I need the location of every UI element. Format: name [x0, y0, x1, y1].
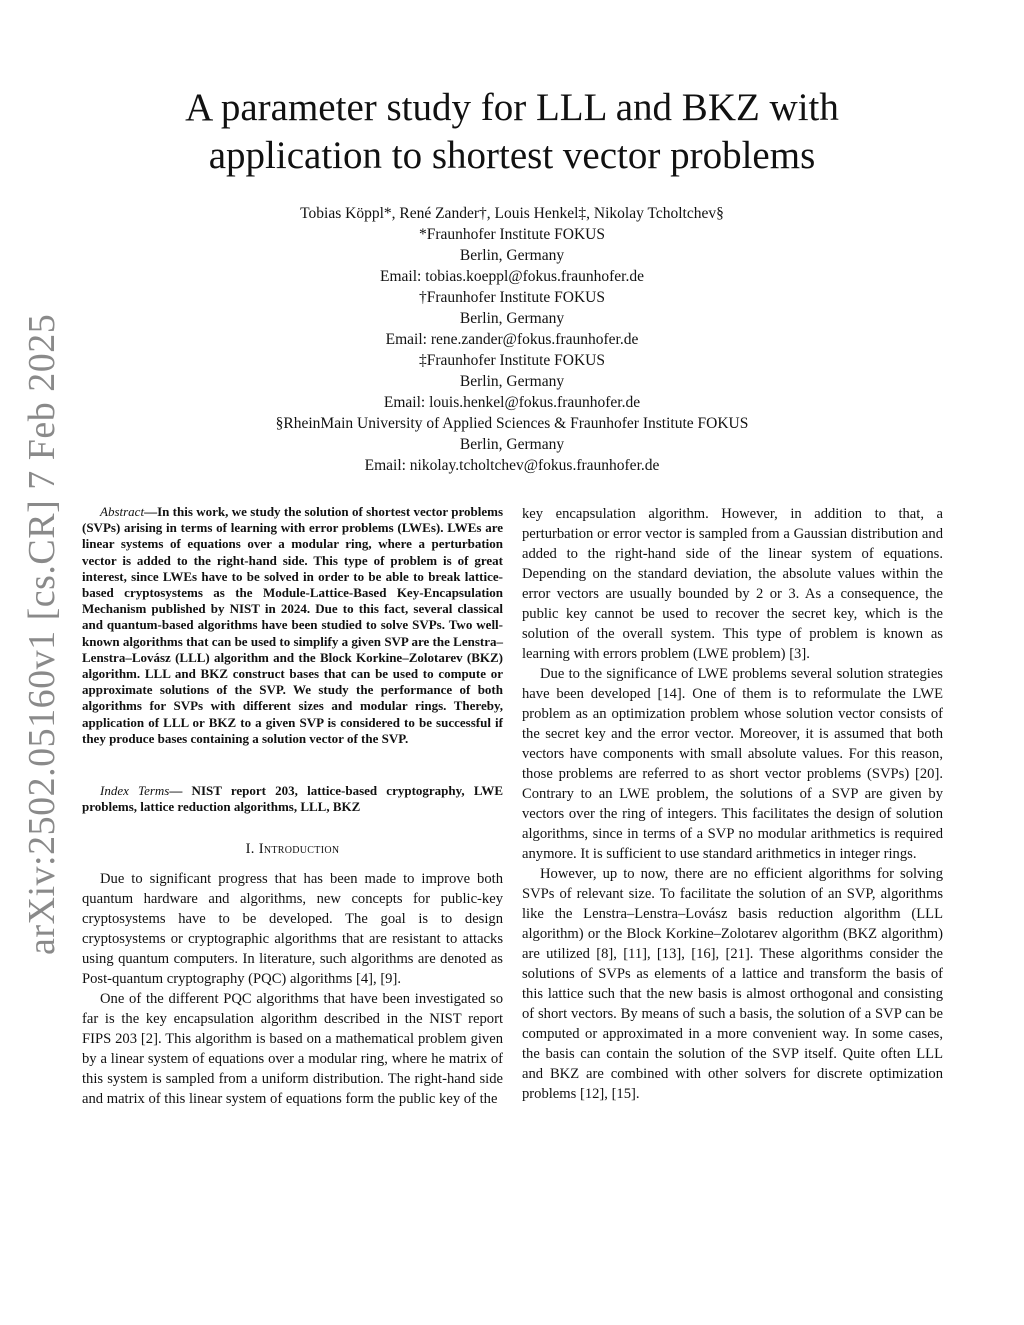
- title-line-1: A parameter study for LLL and BKZ with: [185, 86, 839, 129]
- section-title: Introduction: [258, 841, 340, 858]
- author-email: Email: nikolay.tcholtchev@fokus.fraunhofer.de: [364, 457, 660, 474]
- body-paragraph: Due to the significance of LWE problems several solution strategies have been developed [14]. One of them is to reformulate the LWE problem as an optimization problem whose solution vector consists of the secret key and the error vector. Moreover, it is assumed that both vectors have components with small absolute values. For this reason, those problems are referred to as short vector problems (SVPs) [20]. Contrary to an LWE problem, the solutions of a SVP are given by vectors over the ring of integers. This facilitates the design of solution algorithms, since in terms of a SVP no modular arithmetics is required anymore. It is sufficient to use standard arithmetics in integer rings.: [522, 666, 943, 862]
- affiliation-line: §RheinMain University of Applied Sciences & Fraunhofer Institute FOKUS: [275, 415, 749, 432]
- left-column: [82, 504, 503, 1109]
- body-paragraph: Due to significant progress that has been made to improve both quantum hardware and algorithms, new concepts for public-key cryptosystems have to be developed. The goal is to design cryptosystems or cryptographic algorithms that are resistant to attacks using quantum computers. In literature, such algorithms are denoted as Post-quantum cryptography (PQC) algorithms [4], [9].: [82, 871, 503, 988]
- affiliation-line: Berlin, Germany: [459, 373, 565, 390]
- paper-title: [100, 84, 924, 180]
- affiliation-line: Berlin, Germany: [459, 247, 565, 264]
- abstract: [82, 504, 503, 747]
- section-number: I.: [245, 841, 255, 858]
- body-paragraph: key encapsulation algorithm. However, in addition to that, a perturbation or error vector is sampled from a Gaussian distribution and added to the right-hand side of the linear system of equations. Depending on the standard deviation, the absolute values within the error vectors are usually bounded by 2 or 3. As a consequence, the public key cannot be used to recover the secret key, which is the solution of the overall system. This type of problem is known as learning with errors problem (LWE problem) [3].: [522, 506, 943, 662]
- affiliation-line: †Fraunhofer Institute FOKUS: [419, 289, 605, 306]
- author-email: Email: louis.henkel@fokus.fraunhofer.de: [383, 394, 641, 411]
- affiliation-line: ‡Fraunhofer Institute FOKUS: [419, 352, 605, 369]
- author-names: Tobias Köppl*, René Zander†, Louis Henkel‡, Nikolay Tcholtchev§: [300, 205, 724, 222]
- author-email: Email: rene.zander@fokus.fraunhofer.de: [385, 331, 639, 348]
- abstract-lead: Abstract: [100, 504, 145, 519]
- title-line-2: application to shortest vector problems: [208, 134, 816, 177]
- right-column: [522, 504, 943, 1104]
- body-paragraph: However, up to now, there are no efficient algorithms for solving SVPs of relevant size. To facilitate the solution of an SVP, algorithms like the Lenstra–Lenstra–Lovász basis reduction algorithm (LLL algorithm) or the Block Korkine–Zolotarev algorithm (BKZ algorithm) are utilized [8], [11], [13], [16], [21]. These algorithms consider the solutions of SVPs as elements of a lattice and transform the basis of this lattice such that the new basis is almost orthogonal and consisting of short vectors. By means of such a basis, the solution of a SVP can be computed or approximated in a more convenient way. In some cases, the basis can contain the solution of the SVP itself. Quite often LLL and BKZ are combined with other solvers for discrete optimization problems [12], [15].: [522, 866, 943, 1102]
- abstract-text: —In this work, we study the solution of shortest vector problems (SVPs) arising in terms of learning with error problems (LWEs). LWEs are linear systems of equations over a modular ring, where a perturbation vector is added to the right-hand side. This type of problem is of great interest, since LWEs have to be solved in order to be able to break lattice-based cryptosystems as the Module-Lattice-Based Key-Encapsulation Mechanism published by NIST in 2024. Due to this fact, several classical and quantum-based algorithms have been studied to solve SVPs. Two well-known algorithms that can be used to simplify a given SVP are the Lenstra–Lenstra–Lovász (LLL) algorithm and the Block Korkine–Zolotarev (BKZ) algorithm. LLL and BKZ construct bases that can be used to compute or approximate solutions of the SVP. We study the performance of both algorithms for SVPs with different sizes and modular rings. Thereby, application of LLL or BKZ to a given SVP is considered to be successful if they produce bases containing a solution vector of the SVP.: [82, 504, 503, 746]
- body-paragraph: One of the different PQC algorithms that have been investigated so far is the key encapsulation algorithm described in the NIST report FIPS 203 [2]. This algorithm is based on a mathematical problem given by a linear system of equations over a modular ring, where he matrix of this system is sampled from a uniform distribution. The right-hand side and matrix of this linear system of equations form the public key of the: [82, 991, 503, 1108]
- affiliation-line: Berlin, Germany: [459, 436, 565, 453]
- affiliation-line: *Fraunhofer Institute FOKUS: [419, 226, 605, 243]
- author-email: Email: tobias.koeppl@fokus.fraunhofer.de: [380, 268, 644, 285]
- affiliation-line: Berlin, Germany: [459, 310, 565, 327]
- index-terms-text: — NIST report 203, lattice-based cryptography, LWE problems, lattice reduction algorithms, LLL, BKZ: [82, 783, 503, 815]
- section-heading-introduction: [82, 839, 503, 859]
- index-terms: [82, 783, 503, 815]
- author-block: [100, 203, 924, 476]
- index-terms-lead: Index Terms: [100, 783, 170, 799]
- arxiv-identifier-stamp: arXiv:2502.05160v1 [cs.CR] 7 Feb 2025: [21, 313, 63, 955]
